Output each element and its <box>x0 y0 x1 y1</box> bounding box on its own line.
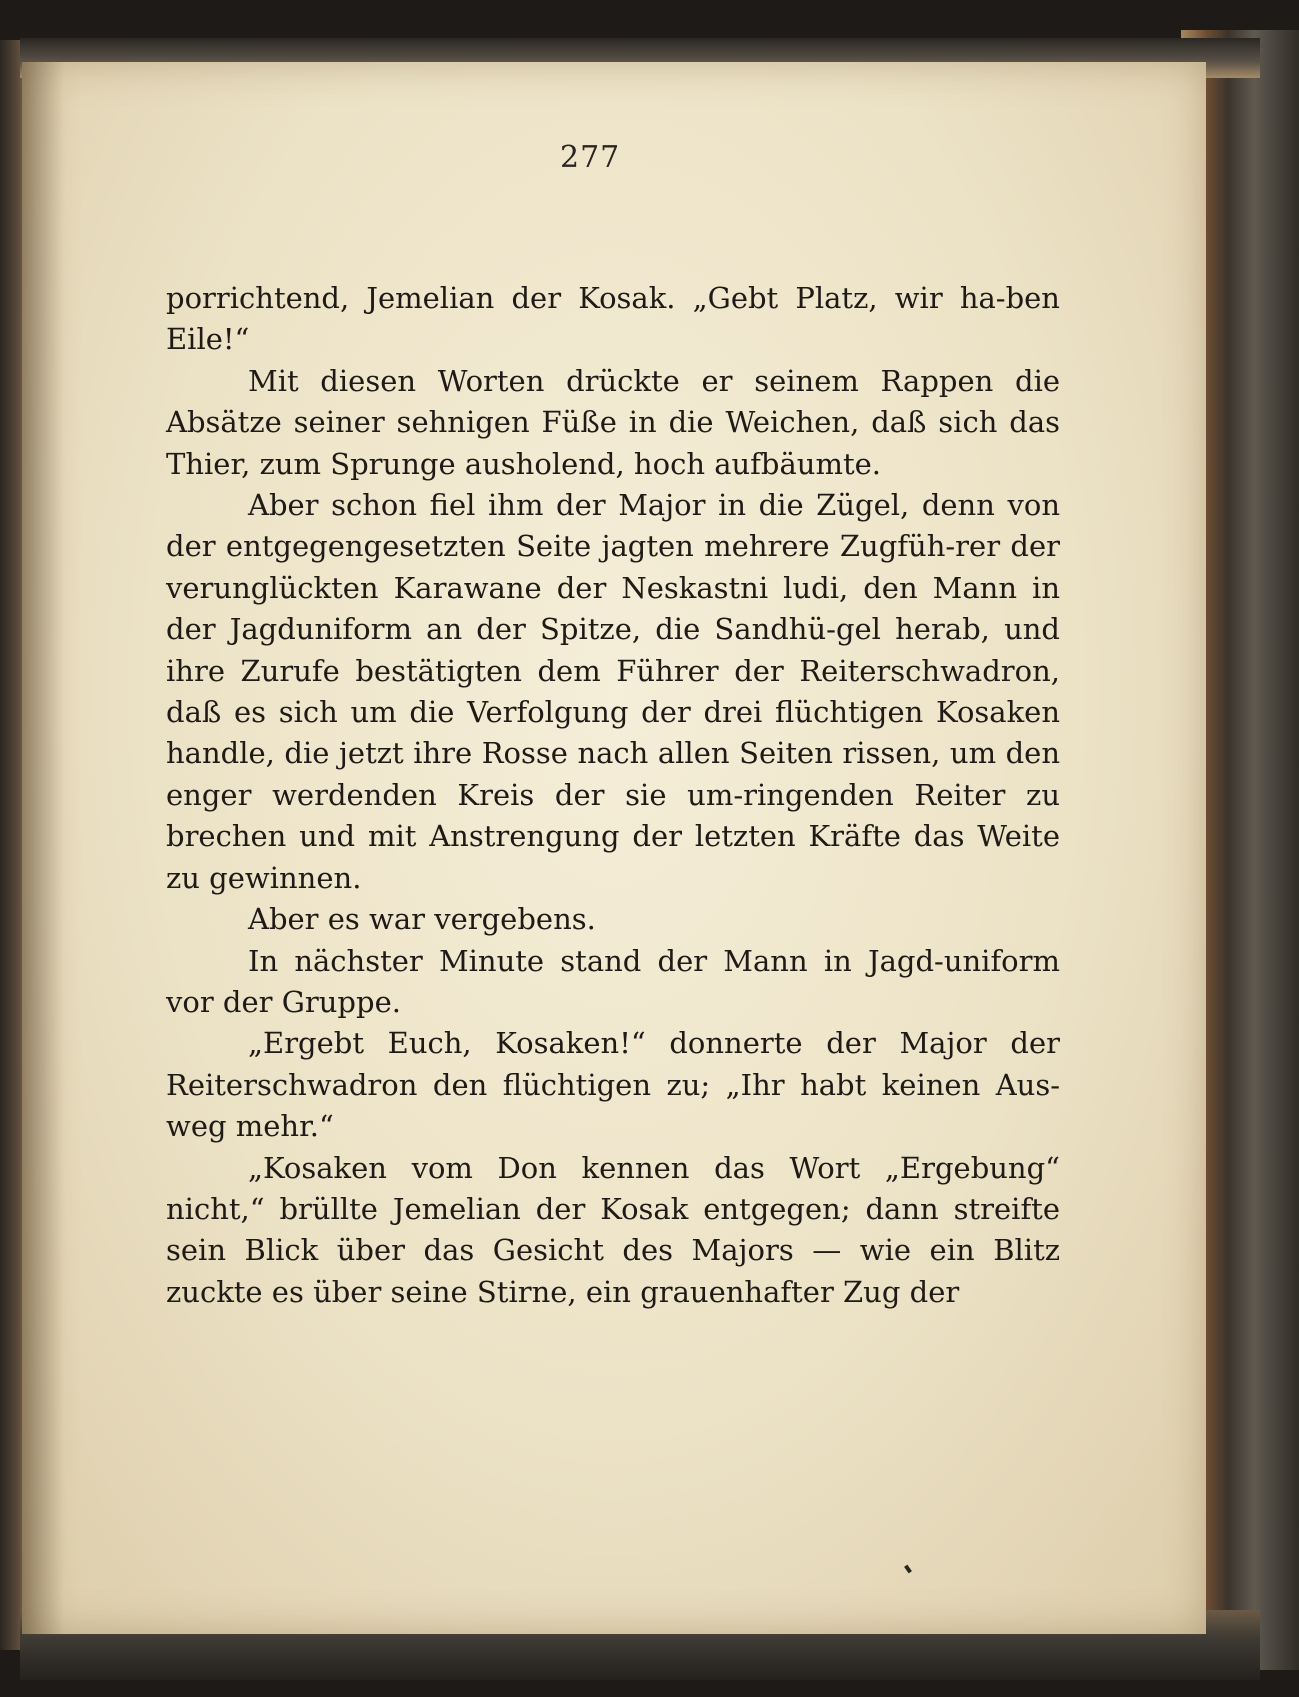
paragraph: „Ergebt Euch, Kosaken!“ donnerte der Major der Reiterschwadron den flüchtigen zu; „Ihr habt keinen Aus-weg mehr.“ <box>166 1026 1060 1144</box>
body-text <box>166 278 1060 1313</box>
paragraph: „Kosaken vom Don kennen das Wort „Ergebung“ nicht,“ brüllte Jemelian der Kosak entgegen; dann streifte sein Blick über das Gesicht des Majors — wie ein Blitz zuckte es über seine Stirne, ein grauenhafter Zug der <box>166 1150 1060 1309</box>
paragraph: Aber es war vergebens. <box>248 902 596 937</box>
paragraph: porrichtend, Jemelian der Kosak. „Gebt Platz, wir ha-ben Eile!“ <box>166 281 1060 357</box>
paragraph: In nächster Minute stand der Mann in Jagd-uniform vor der Gruppe. <box>166 943 1060 1019</box>
page-number: 277 <box>560 140 621 175</box>
paragraph: Mit diesen Worten drückte er seinem Rappen die Absätze seiner sehnigen Füße in die Weichen, daß sich das Thier, zum Sprunge ausholend, hoch aufbäumte. <box>166 363 1060 481</box>
paragraph: Aber schon fiel ihm der Major in die Zügel, denn von der entgegengesetzten Seite jagten mehrere Zugfüh-rer der verunglückten Karawane der Neskastni ludi, den Mann in der Jagduniform an der Spitze, die Sandhü-gel herab, und ihre Zurufe bestätigten dem Führer der Reiterschwadron, daß es sich um die Verfolgung der drei flüchtigen Kosaken handle, die jetzt ihre Rosse nach allen Seiten rissen, um den enger werdenden Kreis der sie um-ringenden Reiter zu brechen und mit Anstrengung der letzten Kräfte das Weite zu gewinnen. <box>166 488 1060 895</box>
gutter-shadow <box>22 62 82 1634</box>
